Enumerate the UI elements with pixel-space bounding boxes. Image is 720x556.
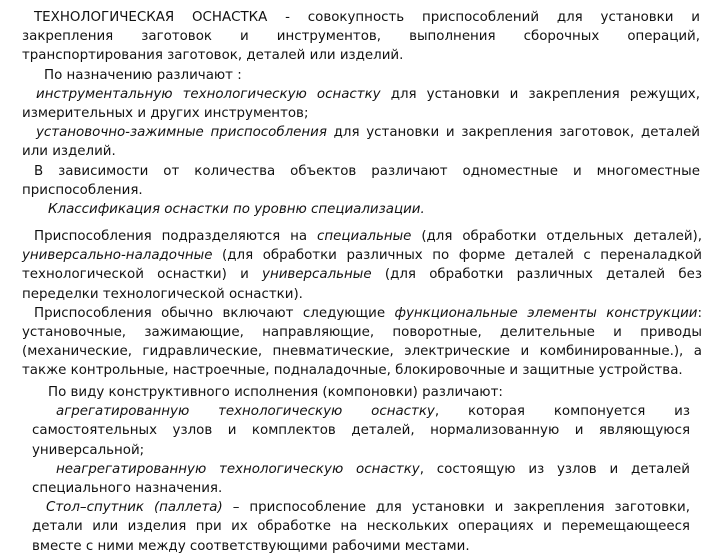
clamp-device-text: для установки и закрепления заготовок, деталей или изделий. — [22, 125, 701, 160]
aggregated-paragraph: агрегатированную технологическую оснастку, которая компонуется из самостоятельных узлов и комплектов деталей, нормализованную и являющуюся универсальной; — [32, 404, 690, 458]
tool-tooling-paragraph — [22, 85, 700, 123]
intro-section — [22, 8, 700, 219]
specialization-paragraph: Приспособления подразделяются на специальные (для обработки отдельных деталей), универсально-наладочные (для обработки различных по форме деталей с переналадкой технологической оснастки) и универсальные (для обработки различных деталей без переделки технологической оснастки). — [22, 229, 702, 302]
classification-title: Классификация оснастки по уровню специализации. — [48, 202, 425, 218]
functional-elements-term: функциональные элементы конструкции — [394, 305, 698, 321]
aggregated-term: агрегатированную технологическую оснастку — [56, 404, 435, 420]
purpose-lead: По назначению различают : — [44, 67, 242, 83]
definition-text: - совокупность приспособлений для установки и закрепления заготовок и инструментов, выполнения сборочных операций, транспортирования заготовок, деталей или изделий. — [22, 10, 700, 64]
tool-tooling-term: инструментальную технологическую оснастку — [36, 86, 381, 102]
pallet-term: Стол–спутник (паллета) — [46, 500, 223, 516]
universal-term: универсальные — [262, 267, 372, 283]
universal-adjustable-term: универсально-наладочные — [22, 248, 213, 264]
nonaggregated-paragraph: неагрегатированную технологическую оснастку, состоящую из узлов и деталей специального назначения. — [32, 461, 690, 497]
classification-section — [22, 227, 702, 381]
nonaggregated-term: неагрегатированную технологическую оснастку — [56, 461, 420, 477]
pallet-paragraph: Стол–спутник (паллета) – приспособление для установки и закрепления заготовки, детали или изделия при их обработке на нескольких операциях и перемещающееся вместе с ними между соответствующими рабочими местами. — [32, 500, 691, 554]
design-section — [32, 383, 690, 556]
functional-elements-paragraph: Приспособления обычно включают следующие функциональные элементы конструкции: установочные, зажимающие, направляющие, поворотные, делительные и приводы (механические, гидравлические, пневматические, электрические и комбинированные.), а также контрольные, настроечные, подналадочные, блокировочные и защитные устройства. — [22, 305, 703, 379]
special-term: специальные — [317, 229, 412, 244]
count-paragraph: В зависимости от количества объектов различают одноместные и многоместные приспособления. — [22, 163, 700, 198]
tool-tooling-text: для установки и закрепления режущих, измерительных и других инструментов; — [22, 86, 700, 122]
clamp-device-term: установочно-зажимные приспособления — [36, 125, 327, 141]
clamp-device-paragraph — [22, 123, 700, 161]
definition-heading: ТЕХНОЛОГИЧЕСКАЯ ОСНАСТКА — [34, 10, 268, 25]
definition-paragraph — [22, 8, 700, 66]
design-lead: По виду конструктивного исполнения (компоновки) различают: — [48, 385, 503, 400]
